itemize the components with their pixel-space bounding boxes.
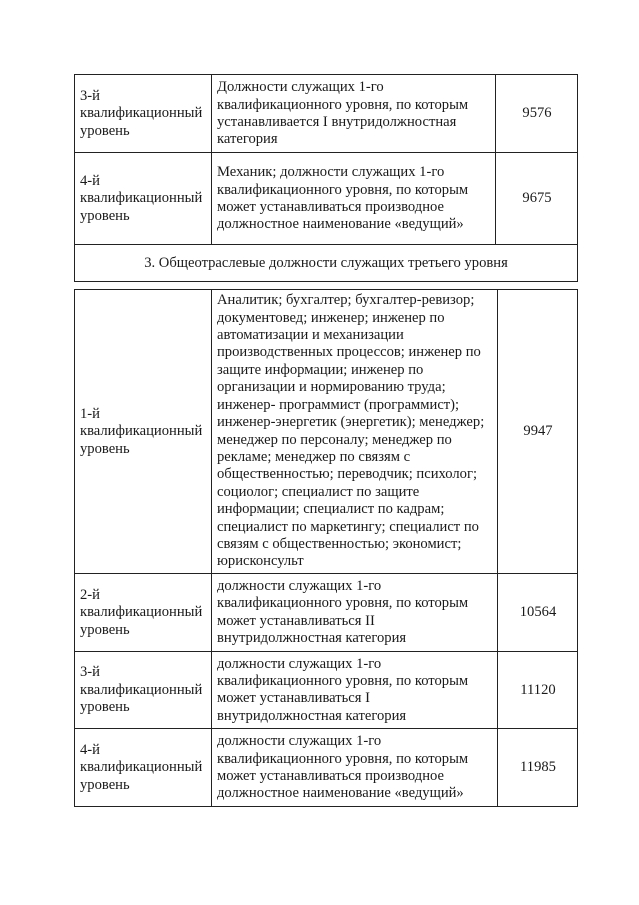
section-row xyxy=(75,245,578,282)
position-description: Механик; должности служащих 1-го квалификационного уровня, по которым может устанавливаться производное должностное наименование «ведущий» xyxy=(212,153,496,245)
qualification-level: 1-й квалификационный уровень xyxy=(75,290,212,574)
qualification-level: 4-й квалификационный уровень xyxy=(75,729,212,807)
salary-table-continued xyxy=(74,289,578,807)
qualification-level: 3-й квалификационный уровень xyxy=(75,651,212,729)
position-description: Должности служащих 1-го квалификационного уровня, по которым устанавливается I внутридолжностная категория xyxy=(212,75,496,153)
table-row xyxy=(75,75,578,153)
qualification-level: 4-й квалификационный уровень xyxy=(75,153,212,245)
table-row xyxy=(75,153,578,245)
salary-value: 9576 xyxy=(496,75,578,153)
position-description: должности служащих 1-го квалификационного уровня, по которым может устанавливаться I внутридолжностная категория xyxy=(212,651,498,729)
position-description: должности служащих 1-го квалификационного уровня, по которым может устанавливаться производное должностное наименование «ведущий» xyxy=(212,729,498,807)
position-description: должности служащих 1-го квалификационного уровня, по которым может устанавливаться II внутридолжностная категория xyxy=(212,574,498,652)
salary-value: 9675 xyxy=(496,153,578,245)
qualification-level: 2-й квалификационный уровень xyxy=(75,574,212,652)
salary-value: 9947 xyxy=(498,290,578,574)
salary-table xyxy=(74,74,578,282)
section-title: 3. Общеотраслевые должности служащих третьего уровня xyxy=(75,245,578,282)
position-description: Аналитик; бухгалтер; бухгалтер-ревизор; документовед; инженер; инженер по автоматизации и механизации производственных процессов; инженер по защите информации; инженер по организации и нормированию труда; инженер- программист (программист); инженер-энергетик (энергетик); менеджер; менеджер по персоналу; менеджер по рекламе; менеджер по связям с общественностью; переводчик; психолог; социолог; специалист по защите информации; специалист по кадрам; специалист по маркетингу; специалист по связям с общественностью; экономист; юрисконсульт xyxy=(212,290,498,574)
salary-value: 10564 xyxy=(498,574,578,652)
table-row xyxy=(75,651,578,729)
salary-value: 11985 xyxy=(498,729,578,807)
salary-value: 11120 xyxy=(498,651,578,729)
table-row xyxy=(75,729,578,807)
table-row xyxy=(75,290,578,574)
table-row xyxy=(75,574,578,652)
qualification-level: 3-й квалификационный уровень xyxy=(75,75,212,153)
